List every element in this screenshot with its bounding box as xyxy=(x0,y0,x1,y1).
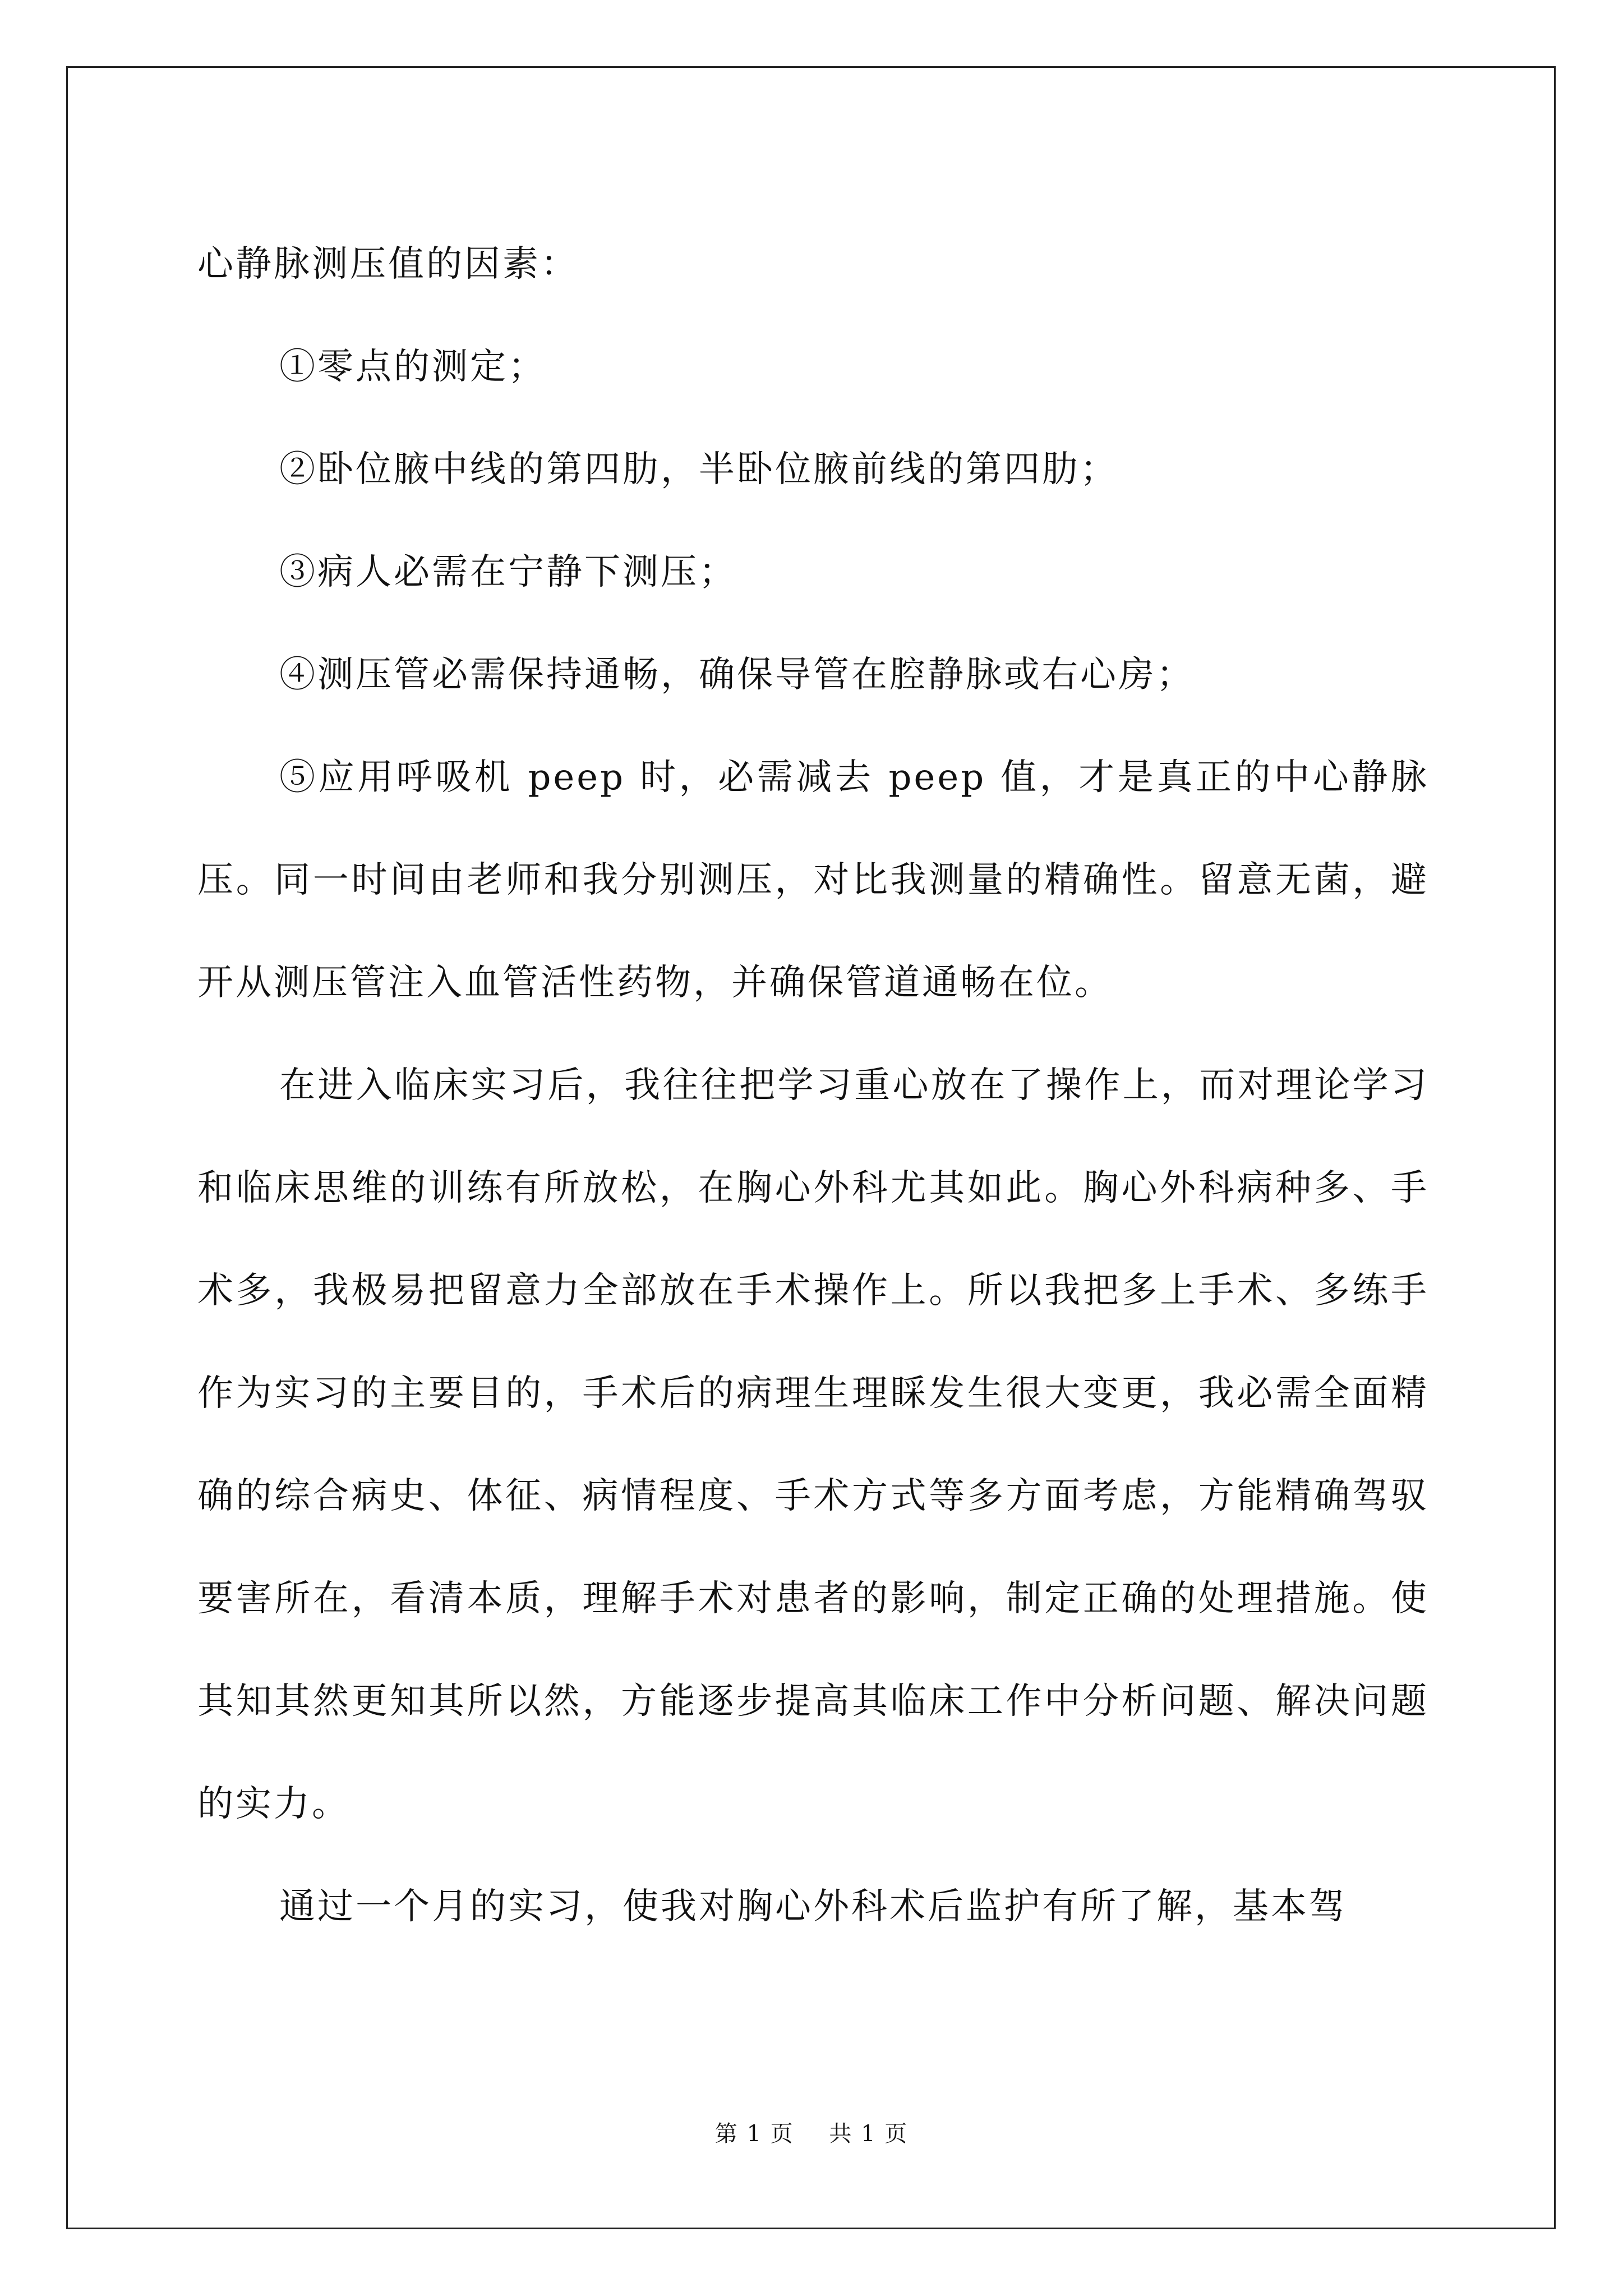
paragraph-8: 通过一个月的实习，使我对胸心外科术后监护有所了解，基本驾 xyxy=(279,1886,1347,1927)
paragraph-4: ③病人必需在宁静下测压； xyxy=(279,551,737,593)
paragraph-5: ④测压管必需保持通畅，确保导管在腔静脉或右心房； xyxy=(279,654,1195,696)
page-number: 第 1 页 xyxy=(714,2121,794,2147)
paragraph-1: 心静脉测压值的因素： xyxy=(197,243,579,285)
paragraph-3: ②卧位腋中线的第四肋，半卧位腋前线的第四肋； xyxy=(279,449,1118,490)
document-body xyxy=(197,213,1429,1958)
paragraph-2: ①零点的测定； xyxy=(279,346,546,388)
paragraph-7: 在进入临床实习后，我往往把学习重心放在了操作上，而对理论学习和临床思维的训练有所放松，在胸心外科尤其如此。胸心外科病种多、手术多，我极易把留意力全部放在手术操作上。所以我把多上手术、多练手作为实习的主要目的，手术后的病理生理睬发生很大变更，我必需全面精确的综合病史、体征、病情程度、手术方式等多方面考虑，方能精确驾驭要害所在，看清本质，理解手术对患者的影响，制定正确的处理措施。使其知其然更知其所以然，方能逐步提高其临床工作中分析问题、解决问题的实力。 xyxy=(197,1065,1429,1825)
page-total: 共 1 页 xyxy=(829,2121,909,2147)
paragraph-6: ⑤应用呼吸机 peep 时，必需减去 peep 值，才是真正的中心静脉压。同一时间由老师和我分别测压，对比我测量的精确性。留意无菌，避开从测压管注入血管活性药物，并确保管道通畅在位。 xyxy=(197,757,1429,1004)
page-footer xyxy=(0,2116,1623,2148)
